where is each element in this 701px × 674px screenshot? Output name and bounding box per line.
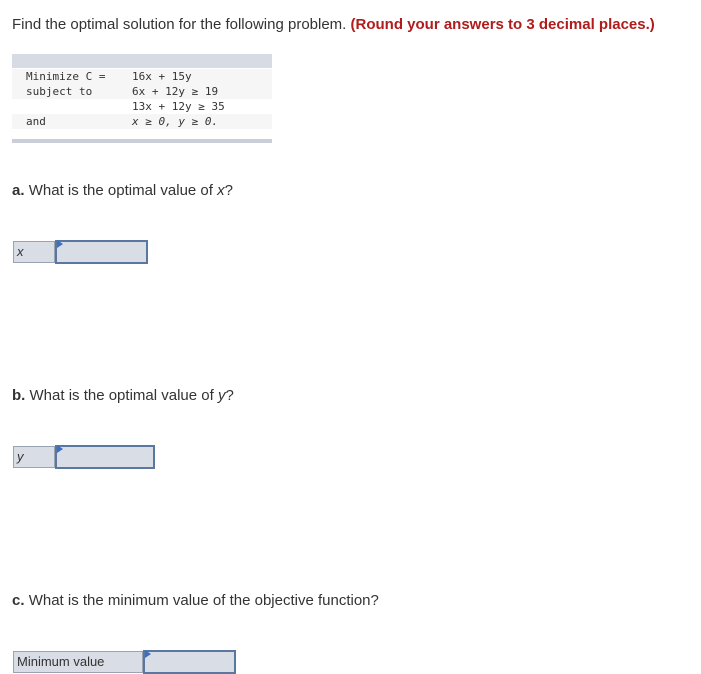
minimum-value-input[interactable]	[143, 650, 236, 674]
answer-flag-icon	[57, 445, 63, 453]
nonnegativity-constraint: x ≥ 0, y ≥ 0.	[132, 115, 219, 128]
answer-flag-icon	[145, 650, 151, 658]
y-label: y	[13, 446, 55, 468]
question-c: c. What is the minimum value of the objective function?	[12, 592, 379, 609]
instructions-text: Find the optimal solution for the following problem.	[12, 16, 347, 33]
constraint-2: 13x + 12y ≥ 35	[132, 100, 225, 113]
and-label: and	[26, 115, 46, 128]
objective-label: Minimize C =	[26, 70, 106, 83]
question-b: b. What is the optimal value of y?	[12, 387, 234, 404]
table-header-bar	[12, 54, 272, 68]
y-answer-input[interactable]	[55, 445, 155, 469]
answer-flag-icon	[57, 240, 63, 248]
x-answer-input[interactable]	[55, 240, 148, 264]
minimum-value-label: Minimum value	[13, 651, 143, 673]
instructions	[12, 16, 655, 33]
objective-expression: 16x + 15y	[132, 70, 192, 83]
x-label: x	[13, 241, 55, 263]
rounding-note: (Round your answers to 3 decimal places.)	[350, 16, 655, 33]
lp-problem-table	[12, 54, 272, 143]
table-footer-bar	[12, 139, 272, 143]
constraint-1: 6x + 12y ≥ 19	[132, 85, 219, 98]
question-a: a. What is the optimal value of x?	[12, 182, 233, 199]
subject-to-label: subject to	[26, 85, 93, 98]
